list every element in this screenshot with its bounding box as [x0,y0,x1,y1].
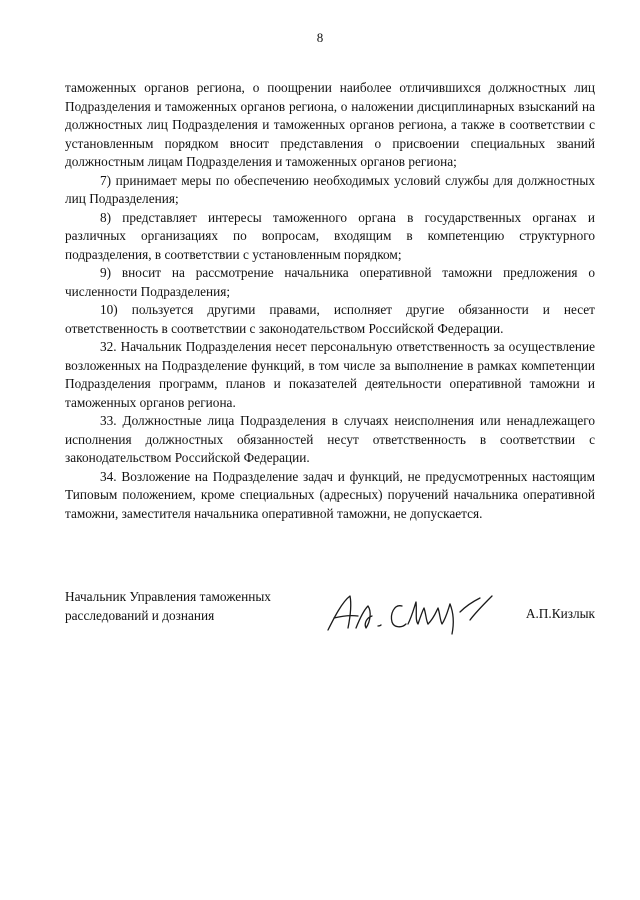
signatory-title: Начальник Управления таможенных расследований и дознания [65,589,271,623]
signature-block [65,588,595,648]
paragraph-section-34: 34. Возложение на Подразделение задач и функций, не предусмотренных настоящим Типовым положением, кроме специальных (адресных) поручений начальника оперативной таможни, заместителя начальника оперативной таможни, не допускается. [65,468,595,521]
signatory-name: А.П.Кизлык [525,606,595,621]
paragraph-item-8: 8) представляет интересы таможенного органа в государственных органах и различных организациях по вопросам, входящим в компетенцию структурного подразделения, в соответствии с установленным порядком; [65,209,595,262]
paragraph-item-10: 10) пользуется другими правами, исполняет другие обязанности и несет ответственность в соответствии с законодательством Российской Федерации. [65,302,595,336]
page-number: 8 [316,30,324,45]
paragraph-section-33: 33. Должностные лица Подразделения в случаях неисполнения или ненадлежащего исполнения должностных обязанностей несут ответственность в соответствии с законодательством Российской Федерации. [65,413,595,465]
paragraph-continuation: таможенных органов региона, о поощрении наиболее отличившихся должностных лиц Подразделения и таможенных органов региона, о наложении дисциплинарных взысканий на должностных лиц Подразделения и таможенных органов региона, а также в соответствии с установленным порядком вносит представления о присвоении специальных званий должностным лицам Подразделения и таможенных органов региона; [65,80,595,169]
document-body [65,79,595,523]
handwritten-signature [320,588,500,638]
paragraph-section-32: 32. Начальник Подразделения несет персональную ответственность за осуществление возложенных на Подразделение функций, в том числе за выполнение в рамках компетенции Подразделения программ, планов и показателей деятельности оперативной таможни и таможенных органов региона. [65,339,595,410]
paragraph-item-9: 9) вносит на рассмотрение начальника оперативной таможни предложения о численности Подразделения; [65,265,595,299]
paragraph-item-7: 7) принимает меры по обеспечению необходимых условий службы для должностных лиц Подразделения; [65,172,595,206]
